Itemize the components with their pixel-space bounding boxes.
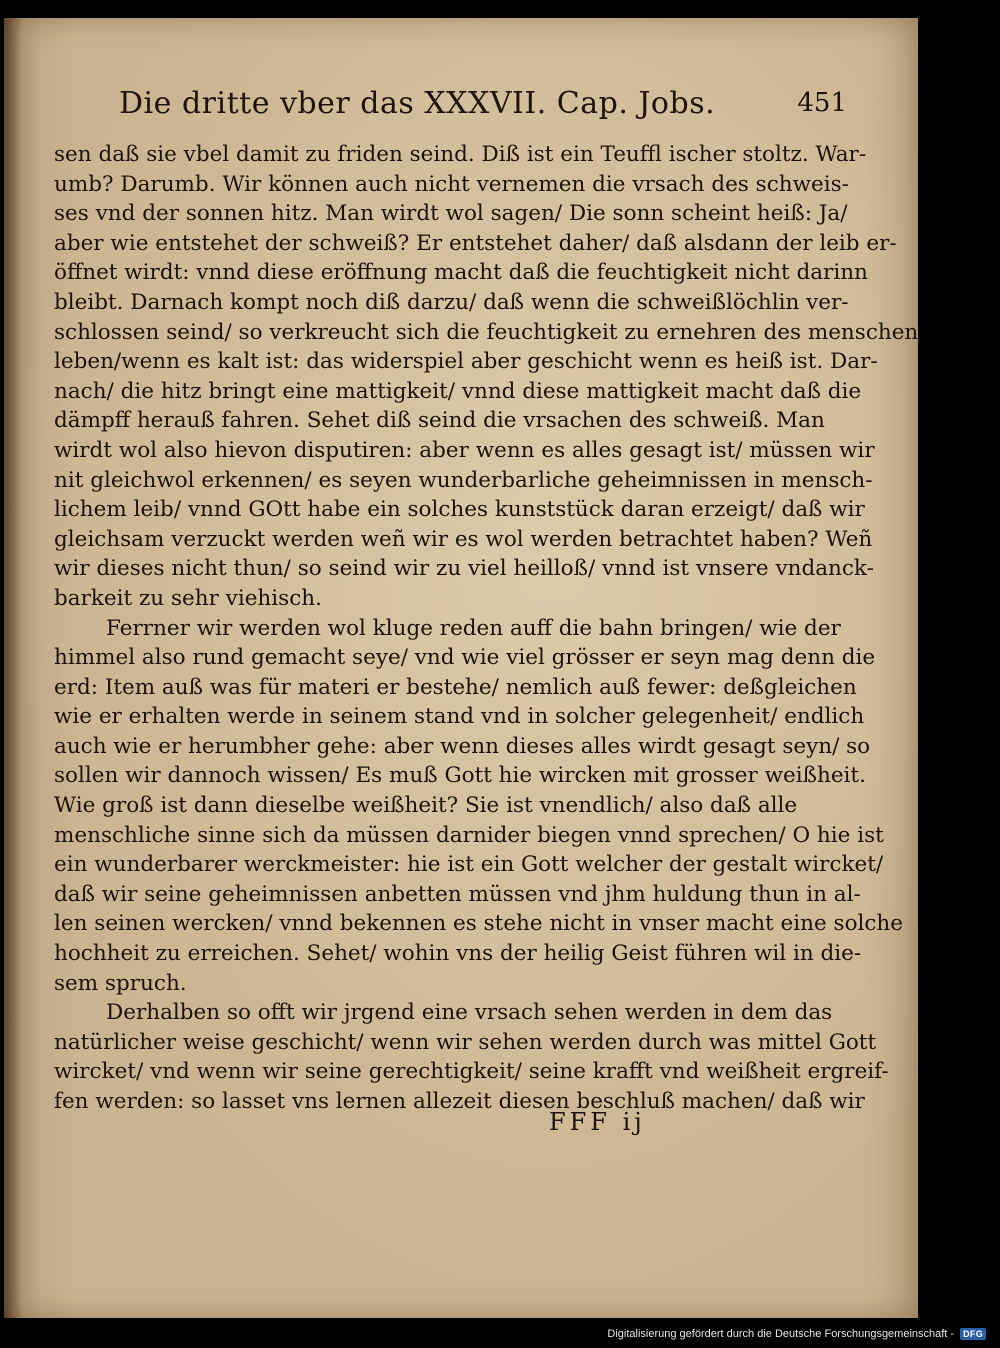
dfg-logo: DFG — [960, 1328, 986, 1340]
text-line: dämpff herauß fahren. Sehet diß seind die vrsachen des schweiß. Man — [54, 408, 825, 434]
text-line: nit gleichwol erkennen/ es seyen wunderbarliche geheimnissen in mensch- — [54, 467, 873, 493]
text-line: leben/wenn es kalt ist: das widerspiel aber geschicht wenn es heiß ist. Dar- — [54, 349, 878, 375]
text-line: fen werden: so lasset vns lernen allezeit diesen beschluß machen/ daß wir — [54, 1089, 865, 1114]
text-line: wircket/ vnd wenn wir seine gerechtigkeit/ seine krafft vnd weißheit ergreif- — [54, 1059, 889, 1085]
paragraph-first-line: Derhalben so offt wir jrgend eine vrsach sehen werden in dem das — [106, 1000, 833, 1026]
running-head — [119, 86, 847, 126]
funding-text: Digitalisierung gefördert durch die Deutsche Forschungsgemeinschaft - — [607, 1328, 955, 1340]
text-line: auch wie er herumbher gehe: aber wenn dieses alles wirdt gesagt seyn/ so — [54, 733, 871, 759]
text-line: ses vnd der sonnen hitz. Man wirdt wol sagen/ Die sonn scheint heiß: Ja/ — [54, 201, 848, 227]
text-line: umb? Darumb. Wir können auch nicht vernemen die vrsach des schweis- — [54, 171, 849, 197]
page-number: 451 — [797, 88, 847, 118]
book-page-scan — [4, 18, 918, 1318]
text-line: nach/ die hitz bringt eine mattigkeit/ vnnd diese mattigkeit macht daß die — [54, 378, 862, 404]
text-line: erd: Item auß was für materi er bestehe/ nemlich auß fewer: deßgleichen — [54, 674, 857, 700]
text-line: hochheit zu erreichen. Sehet/ wohin vns der heilig Geist führen wil in die- — [54, 941, 862, 967]
text-line: wir dieses nicht thun/ so seind wir zu viel heilloß/ vnnd ist vnsere vndanck- — [54, 556, 874, 582]
text-line: len seinen wercken/ vnnd bekennen es stehe nicht in vnser macht eine solche — [54, 911, 903, 937]
funding-footer — [607, 1326, 986, 1342]
text-line: menschliche sinne sich da müssen darnider biegen vnnd sprechen/ O hie ist — [54, 822, 884, 848]
text-line: daß wir seine geheimnissen anbetten müssen vnd jhm huldung thun in al- — [54, 881, 861, 907]
signature-mark: FFF ij — [549, 1108, 646, 1136]
text-line: wie er erhalten werde in seinem stand vnd in solcher gelegenheit/ endlich — [54, 704, 865, 730]
text-line: schlossen seind/ so verkreucht sich die feuchtigkeit zu ernehren des menschen — [54, 319, 918, 345]
text-line: Wie groß ist dann dieselbe weißheit? Sie ist vnendlich/ also daß alle — [54, 793, 798, 819]
text-line: gleichsam verzuckt werden weñ wir es wol werden betrachtet haben? Weñ — [54, 526, 873, 552]
text-line: wirdt wol also hievon disputiren: aber wenn es alles gesagt ist/ müssen wir — [54, 437, 875, 463]
text-line: sen daß sie vbel damit zu friden seind. Diß ist ein Teuffl ischer stoltz. War- — [54, 142, 867, 167]
text-line: lichem leib/ vnnd GOtt habe ein solches kunststück daran erzeigt/ daß wir — [54, 497, 865, 523]
text-line: bleibt. Darnach kompt noch diß darzu/ daß wenn die schweißlöchlin ver- — [54, 289, 849, 315]
text-line: natürlicher weise geschicht/ wenn wir sehen werden durch was mittel Gott — [54, 1029, 877, 1055]
body-text — [54, 140, 918, 1117]
text-line: himmel also rund gemacht seye/ vnd wie viel grösser er seyn mag denn die — [54, 645, 876, 671]
text-line: sem spruch. — [54, 970, 187, 996]
gutter-shadow — [4, 18, 22, 1318]
running-title: Die dritte vber das XXXVII. Cap. Jobs. — [119, 86, 716, 121]
text-line: sollen wir dannoch wissen/ Es muß Gott hie wircken mit grosser weißheit. — [54, 763, 866, 789]
text-line: ein wunderbarer werckmeister: hie ist ein Gott welcher der gestalt wircket/ — [54, 852, 884, 878]
text-line: aber wie entstehet der schweiß? Er entstehet daher/ daß alsdann der leib er- — [54, 230, 897, 256]
text-line: barkeit zu sehr viehisch. — [54, 585, 322, 611]
text-line: öffnet wirdt: vnnd diese eröffnung macht daß die feuchtigkeit nicht darinn — [54, 260, 868, 286]
paragraph-first-line: Ferrner wir werden wol kluge reden auff die bahn bringen/ wie der — [106, 615, 841, 641]
